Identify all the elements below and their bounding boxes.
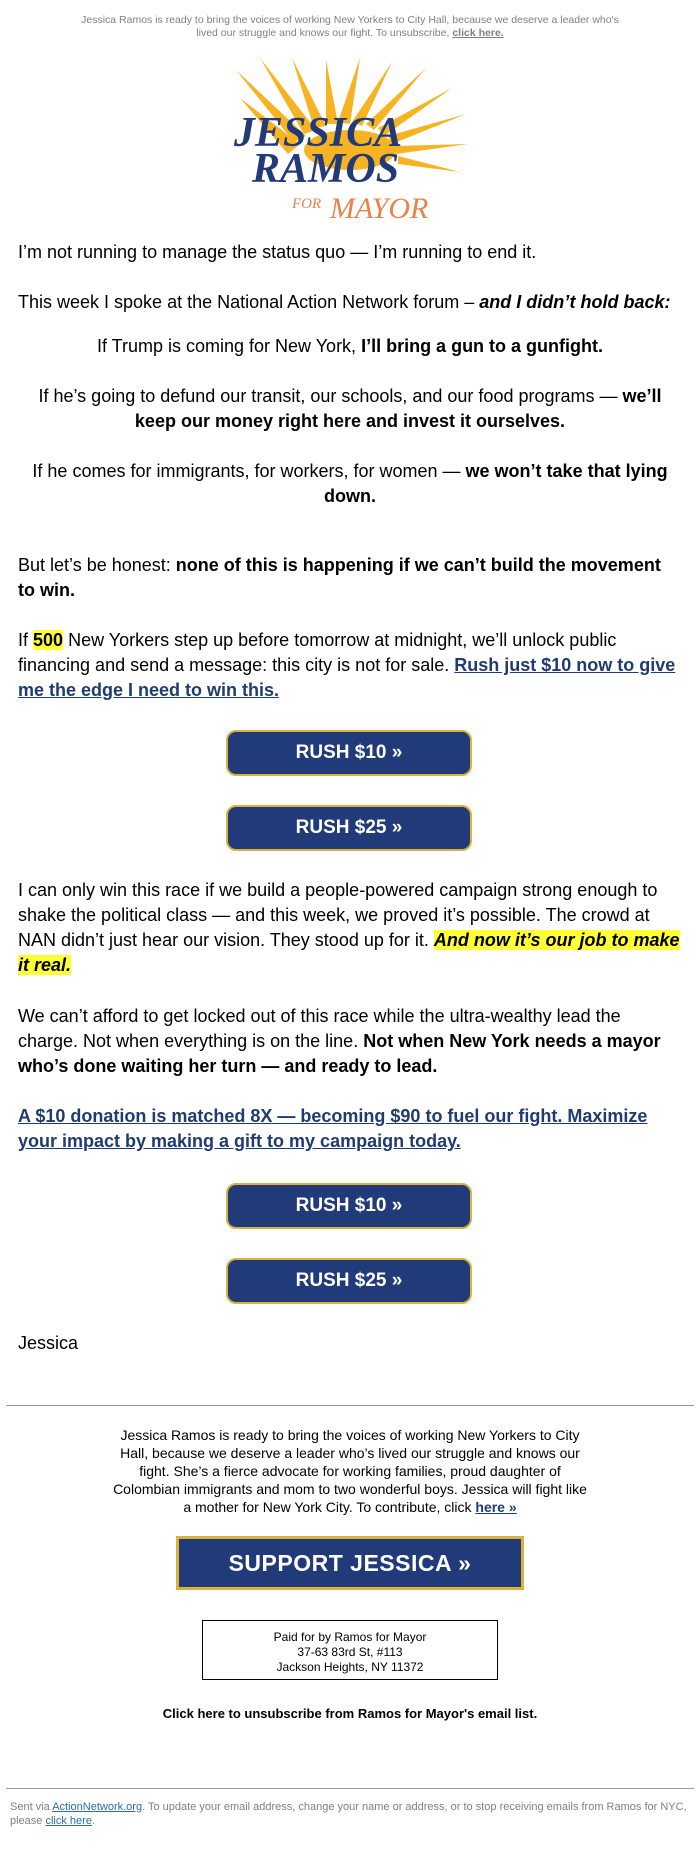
quote-trump [18,334,682,359]
rush-ten-link[interactable]: Rush just $10 now to give me the edge I need to win this. [18,655,676,700]
honest-emphasis: none of this is happening if we can’t build the movement to win. [18,555,661,600]
goal-text-b: New Yorkers step up before tomorrow at midnight, we’ll unlock public financing and send a message: this city is not for sale. [18,630,617,675]
unsubscribe-link[interactable]: Click here to unsubscribe from Ramos for Mayor's email list. [162,1706,538,1721]
goal-text-a: If [18,630,34,650]
logo-line-jessica: JESSICA [234,110,403,156]
footer-divider [6,1405,694,1406]
actionnetwork-link[interactable]: ActionNetwork.org [52,1801,143,1813]
sent-via-text-b: . To update your email address, change your name or address, or to stop receiving emails from Ramos for NYC, please [10,1801,687,1827]
goal-number: 500 [33,630,64,650]
bottom-divider [6,1788,694,1789]
rush-10-button[interactable]: RUSH $10 » [226,730,472,776]
contribute-link[interactable]: here » [475,1499,517,1515]
rush-10-button-2[interactable]: RUSH $10 » [226,1183,472,1229]
lockout-emphasis: Not when New York needs a mayor who’s done waiting her turn — and ready to lead. [18,1031,661,1076]
quote-defund-emphasis: we’ll keep our money right here and invest it ourselves. [134,386,662,431]
logo-mayor: MAYOR [330,192,429,225]
intro-paragraph [18,240,682,265]
forum-text: This week I spoke at the National Action Network forum – [18,292,480,312]
paid-for-address: 37-63 83rd St, #113 [297,1645,403,1659]
paid-for-city: Jackson Heights, NY 11372 [276,1660,424,1674]
sun-rays-icon [230,58,470,226]
quote-trump-text: If Trump is coming for New York, [96,336,362,356]
lockout-text: We can’t afford to get locked out of this race while the ultra-wealthy lead the charge. Not when everything is on the line. [18,1006,621,1051]
preheader-text: Jessica Ramos is ready to bring the voices of working New Yorkers to City Hall, because we deserve a leader who's lived our struggle and knows our fight. To unsubscribe, [81,14,619,39]
signature-text: Jessica [18,1333,79,1353]
logo-for: FOR [292,196,322,212]
campaign-logo[interactable] [230,58,470,226]
intro-text: I’m not running to manage the status quo — I’m running to end it. [18,242,537,262]
paid-for-line: Paid for by Ramos for Mayor [273,1630,427,1644]
quote-trump-emphasis: I’ll bring a gun to a gunfight. [361,336,604,356]
forum-paragraph [18,290,682,315]
footer-about [110,1426,590,1516]
paid-for-box [202,1620,498,1680]
logo-line-ramos: RAMOS [252,146,400,192]
rush-25-button[interactable]: RUSH $25 » [226,805,472,851]
manage-email-link[interactable]: click here [45,1815,92,1827]
campaign-paragraph [18,878,682,978]
quote-defund-text: If he’s going to defund our transit, our schools, and our food programs — [38,386,623,406]
lockout-paragraph [18,1004,682,1079]
sent-via-text-c: . [91,1815,96,1827]
signature [18,1331,682,1356]
sent-via-text-a: Sent via [10,1801,53,1813]
forum-emphasis: and I didn’t hold back: [479,292,671,312]
match-donation-link[interactable]: A $10 donation is matched 8X — becoming $90 to fuel our fight. Maximize your impact by making a gift to my campaign today. [18,1106,648,1151]
honest-text: But let’s be honest: [18,555,176,575]
quote-immigrants [18,459,682,509]
support-jessica-button[interactable]: SUPPORT JESSICA » [176,1536,524,1590]
preheader-unsubscribe-link[interactable]: click here. [452,27,504,39]
campaign-emphasis: And now it’s our job to make it real. [18,930,680,975]
sent-via-footer [10,1800,690,1828]
rush-25-button-2[interactable]: RUSH $25 » [226,1258,472,1304]
goal-paragraph [18,628,682,703]
quote-defund [18,384,682,434]
honest-paragraph [18,553,682,603]
match-paragraph [18,1104,682,1154]
footer-about-text: Jessica Ramos is ready to bring the voices of working New Yorkers to City Hall, because we deserve a leader who’s lived our struggle and knows our fight. She’s a fierce advocate for working families, proud daughter of Colombian immigrants and mom to two wonderful boys. Jessica will fight like a mother for New York City. To contribute, click [113,1427,587,1515]
campaign-text: I can only win this race if we build a people-powered campaign strong enough to shake the political class — and this week, we proved it’s possible. The crowd at NAN didn’t just hear our vision. They stood up for it. [18,880,658,950]
quote-immigrants-emphasis: we won’t take that lying down. [324,461,668,506]
preheader [80,14,620,40]
quote-immigrants-text: If he comes for immigrants, for workers, for women — [32,461,466,481]
